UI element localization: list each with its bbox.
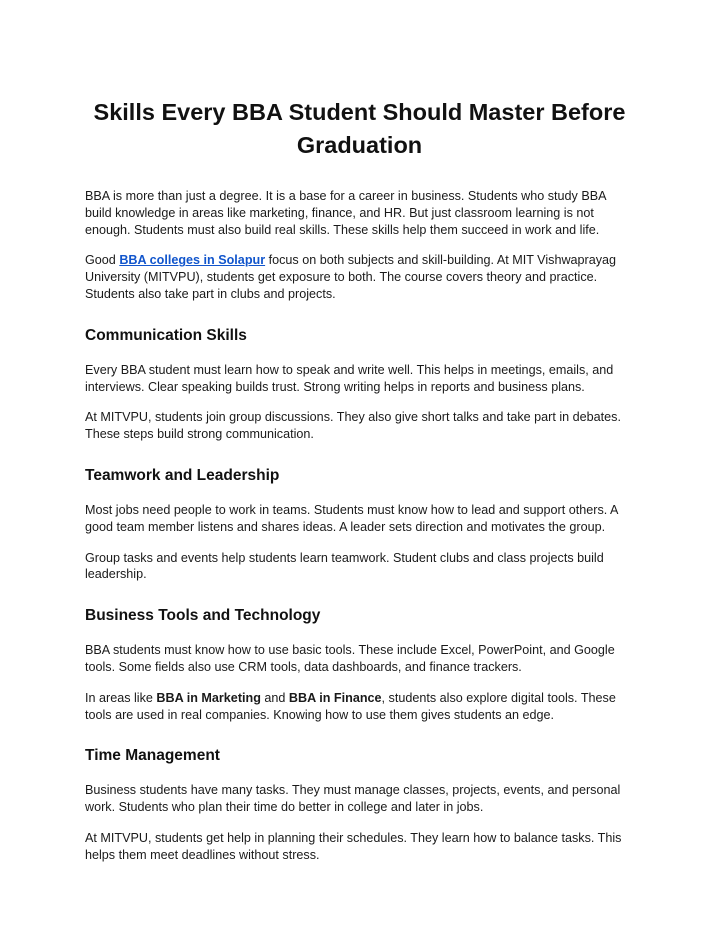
tools-p2-a: In areas like xyxy=(85,690,157,705)
time-heading: Time Management xyxy=(85,747,220,765)
communication-paragraph-2: At MITVPU, students join group discussions. They also give short talks and take part in debates. These steps build strong communication. xyxy=(85,410,621,442)
intro-paragraph-1: BBA is more than just a degree. It is a base for a career in business. Students who study BBA build knowledge in areas like marketing, finance, and HR. But just classroom learning is not enough. Students must also build real skills. These skills help them succeed in work and life. xyxy=(85,189,606,237)
communication-heading: Communication Skills xyxy=(85,326,247,344)
intro-p2-after: focus on both subjects and skill-building. At MIT Vishwaprayag University (MITVPU), students get exposure to both. The course covers theory and practice. Students also take part in clubs and projects. xyxy=(85,253,617,301)
teamwork-paragraph-2: Group tasks and events help students learn teamwork. Student clubs and class projects build leadership. xyxy=(85,550,604,582)
bba-marketing-bold: BBA in Marketing xyxy=(156,690,261,705)
teamwork-paragraph-1: Most jobs need people to work in teams. Students must know how to lead and support others. A good team member listens and shares ideas. A leader sets direction and motivates the group. xyxy=(85,502,618,534)
tools-p2-c: , students also explore digital tools. These tools are used in real companies. Knowing how to use them gives students an edge. xyxy=(85,690,616,722)
tools-p2-b: and xyxy=(260,690,289,705)
tools-paragraph-2 xyxy=(85,690,634,724)
communication-paragraph-1: Every BBA student must learn how to speak and write well. This helps in meetings, emails, and interviews. Clear speaking builds trust. Strong writing helps in reports and business plans. xyxy=(85,362,614,394)
time-paragraph-2: At MITVPU, students get help in planning their schedules. They learn how to balance tasks. This helps them meet deadlines without stress. xyxy=(85,830,622,862)
intro-p2-before: Good xyxy=(85,253,120,268)
time-paragraph-1: Business students have many tasks. They must manage classes, projects, events, and personal work. Students who plan their time do better in college and later in jobs. xyxy=(85,783,621,815)
tools-paragraph-1: BBA students must know how to use basic tools. These include Excel, PowerPoint, and Google tools. Some fields also use CRM tools, data dashboards, and finance trackers. xyxy=(85,643,615,674)
bba-finance-bold: BBA in Finance xyxy=(288,690,382,705)
bba-colleges-solapur-link[interactable]: BBA colleges in Solapur xyxy=(119,253,266,268)
intro-paragraph-2 xyxy=(85,252,634,302)
tools-heading: Business Tools and Technology xyxy=(85,607,321,625)
teamwork-heading: Teamwork and Leadership xyxy=(85,466,280,484)
page-title: Skills Every BBA Student Should Master Before Graduation xyxy=(93,99,626,158)
